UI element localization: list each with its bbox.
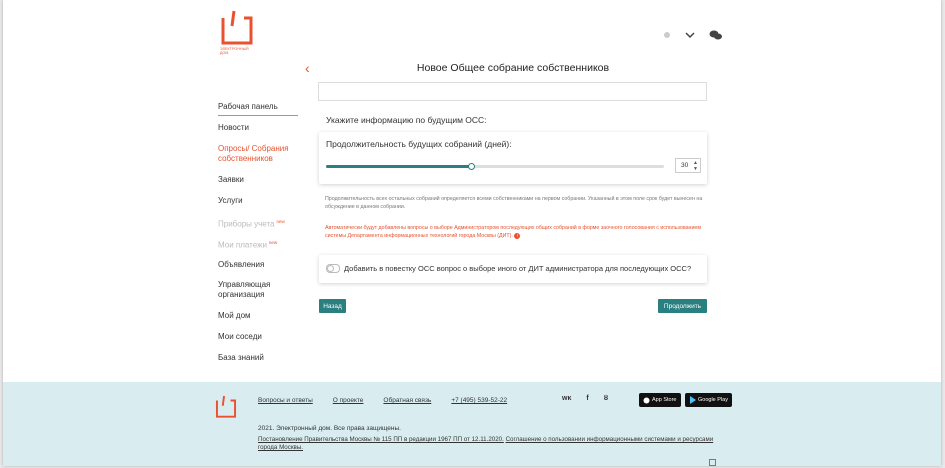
- sidebar-item-management-company[interactable]: Управляющая организация: [218, 280, 271, 299]
- app-store-label: App Store: [652, 397, 677, 403]
- footer-logo-icon[interactable]: [215, 392, 237, 422]
- google-play-button[interactable]: [685, 393, 732, 407]
- duration-label: Продолжительность будущих собраний (дней):: [326, 139, 512, 149]
- legal-links: [258, 436, 728, 452]
- sidebar-item-services[interactable]: Услуги: [218, 196, 243, 205]
- logo-text: ЭЛЕКТРОННЫЙ ДОМ: [220, 47, 249, 55]
- dit-admin-toggle[interactable]: [326, 264, 340, 273]
- sidebar-item-dashboard[interactable]: Рабочая панель: [218, 102, 278, 111]
- chevron-down-icon[interactable]: [685, 31, 695, 39]
- meeting-name-input[interactable]: [318, 82, 707, 101]
- sidebar-item-my-house[interactable]: Мой дом: [218, 311, 251, 320]
- chat-icon[interactable]: [709, 29, 723, 41]
- copyright: 2021. Электронный дом. Все права защищены.: [258, 425, 401, 432]
- sidebar-item-meters: Приборы учета $^{new}$: [218, 219, 285, 229]
- circle-icon[interactable]: [663, 31, 671, 39]
- back-chevron-icon[interactable]: ‹: [305, 60, 310, 76]
- sidebar-item-news[interactable]: Новости: [218, 123, 249, 132]
- continue-button[interactable]: Продолжить: [658, 299, 707, 313]
- auto-questions-note: [325, 224, 710, 240]
- footer-square-icon[interactable]: [709, 459, 716, 466]
- app-store-button[interactable]: [639, 393, 681, 407]
- sidebar-item-payments: Мои платежи $^{new}$: [218, 240, 278, 250]
- google-play-label: Google Play: [698, 397, 728, 403]
- legal-link-decree[interactable]: Постановление Правительства Москвы № 115 ПП в редакции 1967 ПП от 12.11.2020.: [258, 436, 504, 443]
- section-label: Укажите информацию по будущим ОСС:: [326, 115, 487, 125]
- footer-links: [258, 397, 507, 404]
- odnoklassniki-icon[interactable]: ȣ: [603, 395, 609, 402]
- footer: [3, 382, 941, 466]
- app-frame: [3, 0, 941, 466]
- legal-link-agreement[interactable]: Соглашение о пользовании информационными системами и ресурсами города Москвы.: [258, 436, 714, 451]
- page-title: Новое Общее собрание собственников: [416, 62, 610, 74]
- sidebar-item-announcements[interactable]: Объявления: [218, 260, 265, 269]
- sidebar-item-neighbors[interactable]: Мои соседи: [218, 332, 262, 341]
- sidebar-divider: [218, 115, 298, 116]
- new-badge: new: [276, 219, 285, 224]
- back-button[interactable]: Назад: [319, 299, 346, 313]
- footer-link-phone[interactable]: +7 (495) 539-52-22: [451, 397, 508, 404]
- duration-slider[interactable]: [326, 165, 664, 168]
- vk-icon[interactable]: ᴡᴋ: [562, 395, 572, 402]
- sidebar-item-requests[interactable]: Заявки: [218, 175, 244, 184]
- auto-questions-text: Автоматически будут добавлены вопросы о выборе Администратором последующих общих собраний в форме заочного голосования с использованием системы Департамента информационных технологий города Москвы (ДИТ).: [325, 225, 701, 239]
- apple-icon: [643, 396, 650, 404]
- header-icons: [663, 28, 723, 42]
- footer-link-about[interactable]: О проекте: [332, 397, 364, 404]
- toggle-card: [319, 255, 707, 283]
- footer-link-feedback[interactable]: Обратная связь: [383, 397, 432, 404]
- new-badge: new: [268, 240, 278, 245]
- duration-number-input[interactable]: [675, 158, 701, 173]
- slider-thumb[interactable]: [468, 163, 475, 170]
- logo[interactable]: [220, 10, 254, 56]
- google-play-icon: [689, 396, 696, 404]
- logo-icon: [220, 10, 254, 46]
- duration-value: 30: [681, 162, 689, 169]
- info-icon[interactable]: !: [514, 233, 520, 239]
- sidebar-item-meetings[interactable]: Опросы/ Собрания собственников: [218, 144, 289, 163]
- slider-fill: [326, 165, 471, 168]
- duration-note: Продолжительность всех остальных собраний определяется всеми собственниками на первом собрании. Указанный в этом поле срок будет вынесен на обсуждение в данном собрании.: [325, 196, 703, 210]
- facebook-icon[interactable]: f: [586, 395, 589, 402]
- duration-card: [319, 132, 707, 184]
- footer-link-faq[interactable]: Вопросы и ответы: [258, 397, 313, 404]
- social-icons: [562, 395, 608, 402]
- toggle-label: Добавить в повестку ОСС вопрос о выборе иного от ДИТ администратора для последующих ОСС?: [344, 264, 692, 273]
- stepper-arrows-icon[interactable]: ▲ ▼: [693, 160, 698, 172]
- sidebar-item-knowledge-base[interactable]: База знаний: [218, 353, 264, 362]
